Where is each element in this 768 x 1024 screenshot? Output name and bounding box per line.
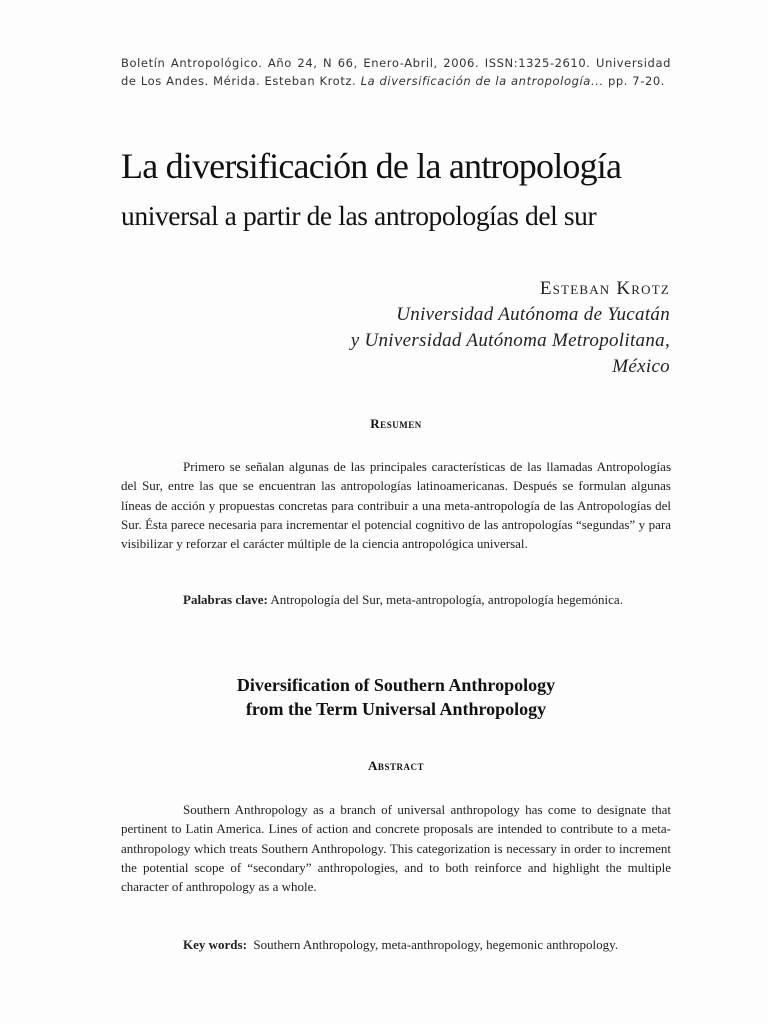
keywords-label: Palabras clave:: [183, 592, 268, 607]
header-article-short-title: La diversificación de la antropología...: [360, 74, 604, 88]
author-name: Esteban Krotz: [539, 278, 670, 299]
author-block: [351, 276, 670, 380]
resumen-keywords: [121, 590, 671, 609]
author-affiliation-line: Universidad Autónoma de Yucatán: [396, 304, 670, 325]
header-pages: pp. 7-20.: [607, 74, 666, 88]
abstract-body: Southern Anthropology as a branch of universal anthropology has come to designate that pertinent to Latin America. Lines of action and concrete proposals are intended to contribute to a meta-anthropology which treats Southern Anthropology. This categorization is necessary in order to increment the potential scope of “secondary” anthropologies, and to both reinforce and highlight the multiple character of anthropology as a whole.: [121, 802, 671, 895]
english-title: [121, 673, 671, 721]
journal-header: [121, 54, 671, 90]
english-title-line: from the Term Universal Anthropology: [245, 699, 547, 719]
header-line-2: [121, 72, 671, 90]
english-title-line: Diversification of Southern Anthropology: [236, 675, 556, 695]
article-subtitle: universal a partir de las antropologías del sur: [121, 200, 597, 231]
article-title: La diversificación de la antropología: [121, 146, 622, 186]
resumen-heading: Resumen: [370, 416, 422, 431]
resumen-body: Primero se señalan algunas de las principales características de las llamadas Antropologías del Sur, entre las que se encuentran las antropologías latinoamericanas. Después se formulan algunas líneas de acción y propuestas concretas para contribuir a una meta-antropología de las Antropologías del Sur. Ésta parece necesaria para incrementar el potencial cognitivo de las antropologías “segundas” y para visibilizar y reforzar el carácter múltiple de la ciencia antropológica universal.: [121, 459, 671, 552]
keywords-text: Southern Anthropology, meta-anthropology, hegemonic anthropology.: [253, 937, 619, 952]
author-affiliation-line: México: [612, 356, 670, 377]
author-affiliation-line: y Universidad Autónoma Metropolitana,: [350, 330, 670, 351]
header-citation: de Los Andes. Mérida. Esteban Krotz.: [121, 74, 357, 88]
abstract-keywords: [121, 935, 671, 954]
abstract-heading: Abstract: [368, 758, 424, 773]
keywords-label: Key words:: [183, 937, 247, 952]
keywords-text: Antropología del Sur, meta-antropología, antropología hegemónica.: [270, 592, 623, 607]
header-line-1: Boletín Antropológico. Año 24, N 66, Enero-Abril, 2006. ISSN:1325-2610. Universidad: [121, 56, 671, 70]
